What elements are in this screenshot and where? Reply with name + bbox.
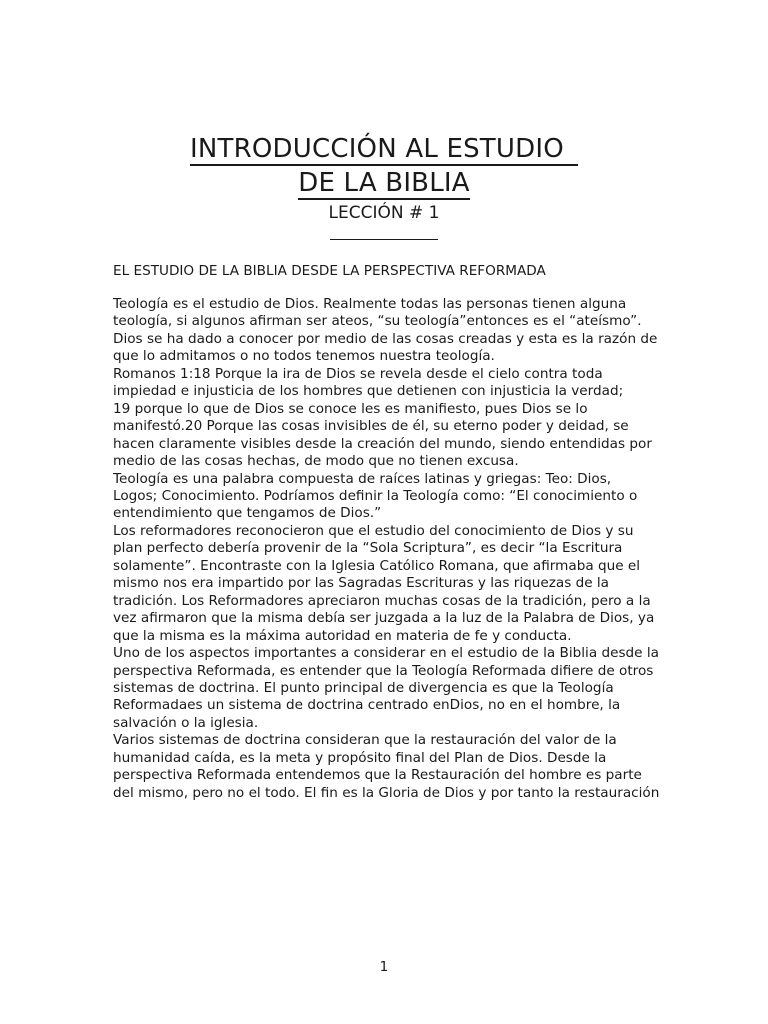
body-line: plan perfecto debería provenir de la “Sola Scriptura”, es decir “la Escritura [113,540,623,557]
title-block [0,134,768,240]
lesson-label: LECCIÓN # 1 [328,203,440,223]
body-line: salvación o la iglesia. [113,714,259,731]
body-line: Dios se ha dado a conocer por medio de las cosas creadas y esta es la razón de [113,330,658,347]
body-line: 19 porque lo que de Dios se conoce les es manifiesto, pues Dios se lo [113,400,588,417]
body-line: vez afirmaron que la misma debía ser juzgada a la luz de la Palabra de Dios, ya [113,610,655,627]
body-line: Reformadaes un sistema de doctrina centrado enDios, no en el hombre, la [113,697,621,714]
body-line: manifestó.20 Porque las cosas invisibles de él, su eterno poder y deidad, se [113,418,629,435]
body-line: impiedad e injusticia de los hombres que detienen con injusticia la verdad; [113,383,624,400]
body-line: del mismo, pero no el todo. El fin es la Gloria de Dios y por tanto la restauración [113,784,660,801]
body-line: teología, si algunos afirman ser ateos, “su teología”entonces es el “ateísmo”. [113,313,642,330]
body-line: Los reformadores reconocieron que el estudio del conocimiento de Dios y su [113,522,634,539]
body-line: que lo admitamos o no todos tenemos nuestra teología. [113,348,495,365]
section-heading: EL ESTUDIO DE LA BIBLIA DESDE LA PERSPECTIVA REFORMADA [113,263,546,279]
body-line: perspectiva Reformada, es entender que la Teología Reformada difiere de otros [113,662,654,679]
body-line: solamente”. Encontraste con la Iglesia Católico Romana, que afirmaba que el [113,557,641,574]
title-divider [330,239,438,240]
body-line: tradición. Los Reformadores apreciaron muchas cosas de la tradición, pero a la [113,592,651,609]
body-line: medio de las cosas hechas, de modo que no tienen excusa. [113,453,519,470]
body-line: perspectiva Reformada entendemos que la Restauración del hombre es parte [113,767,642,784]
page-number: 1 [379,959,389,975]
body-line: Varios sistemas de doctrina consideran que la restauración del valor de la [113,732,617,749]
page-title-line-2: DE LA BIBLIA [298,168,470,198]
body-line: entendimiento que tengamos de Dios.” [113,505,382,522]
body-line: Teología es el estudio de Dios. Realmente todas las personas tienen alguna [113,296,627,312]
body-text [113,296,660,802]
body-line: hacen claramente visibles desde la creación del mundo, siendo entendidas por [113,435,652,452]
body-line: Uno de los aspectos importantes a considerar en el estudio de la Biblia desde la [113,645,659,662]
body-line: Teología es una palabra compuesta de raíces latinas y griegas: Teo: Dios, [113,470,612,487]
body-line: Romanos 1:18 Porque la ira de Dios se revela desde el cielo contra toda [113,365,603,382]
body-line: que la misma es la máxima autoridad en materia de fe y conducta. [113,627,572,644]
body-line: sistemas de doctrina. El punto principal de divergencia es que la Teología [113,679,614,696]
page-title-line-1: INTRODUCCIÓN AL ESTUDIO [190,134,578,166]
body-line: mismo nos era impartido por las Sagradas Escrituras y las riquezas de la [113,575,610,592]
body-line: Logos; Conocimiento. Podríamos definir la Teología como: “El conocimiento o [113,487,638,504]
body-line: humanidad caída, es la meta y propósito final del Plan de Dios. Desde la [113,749,607,766]
